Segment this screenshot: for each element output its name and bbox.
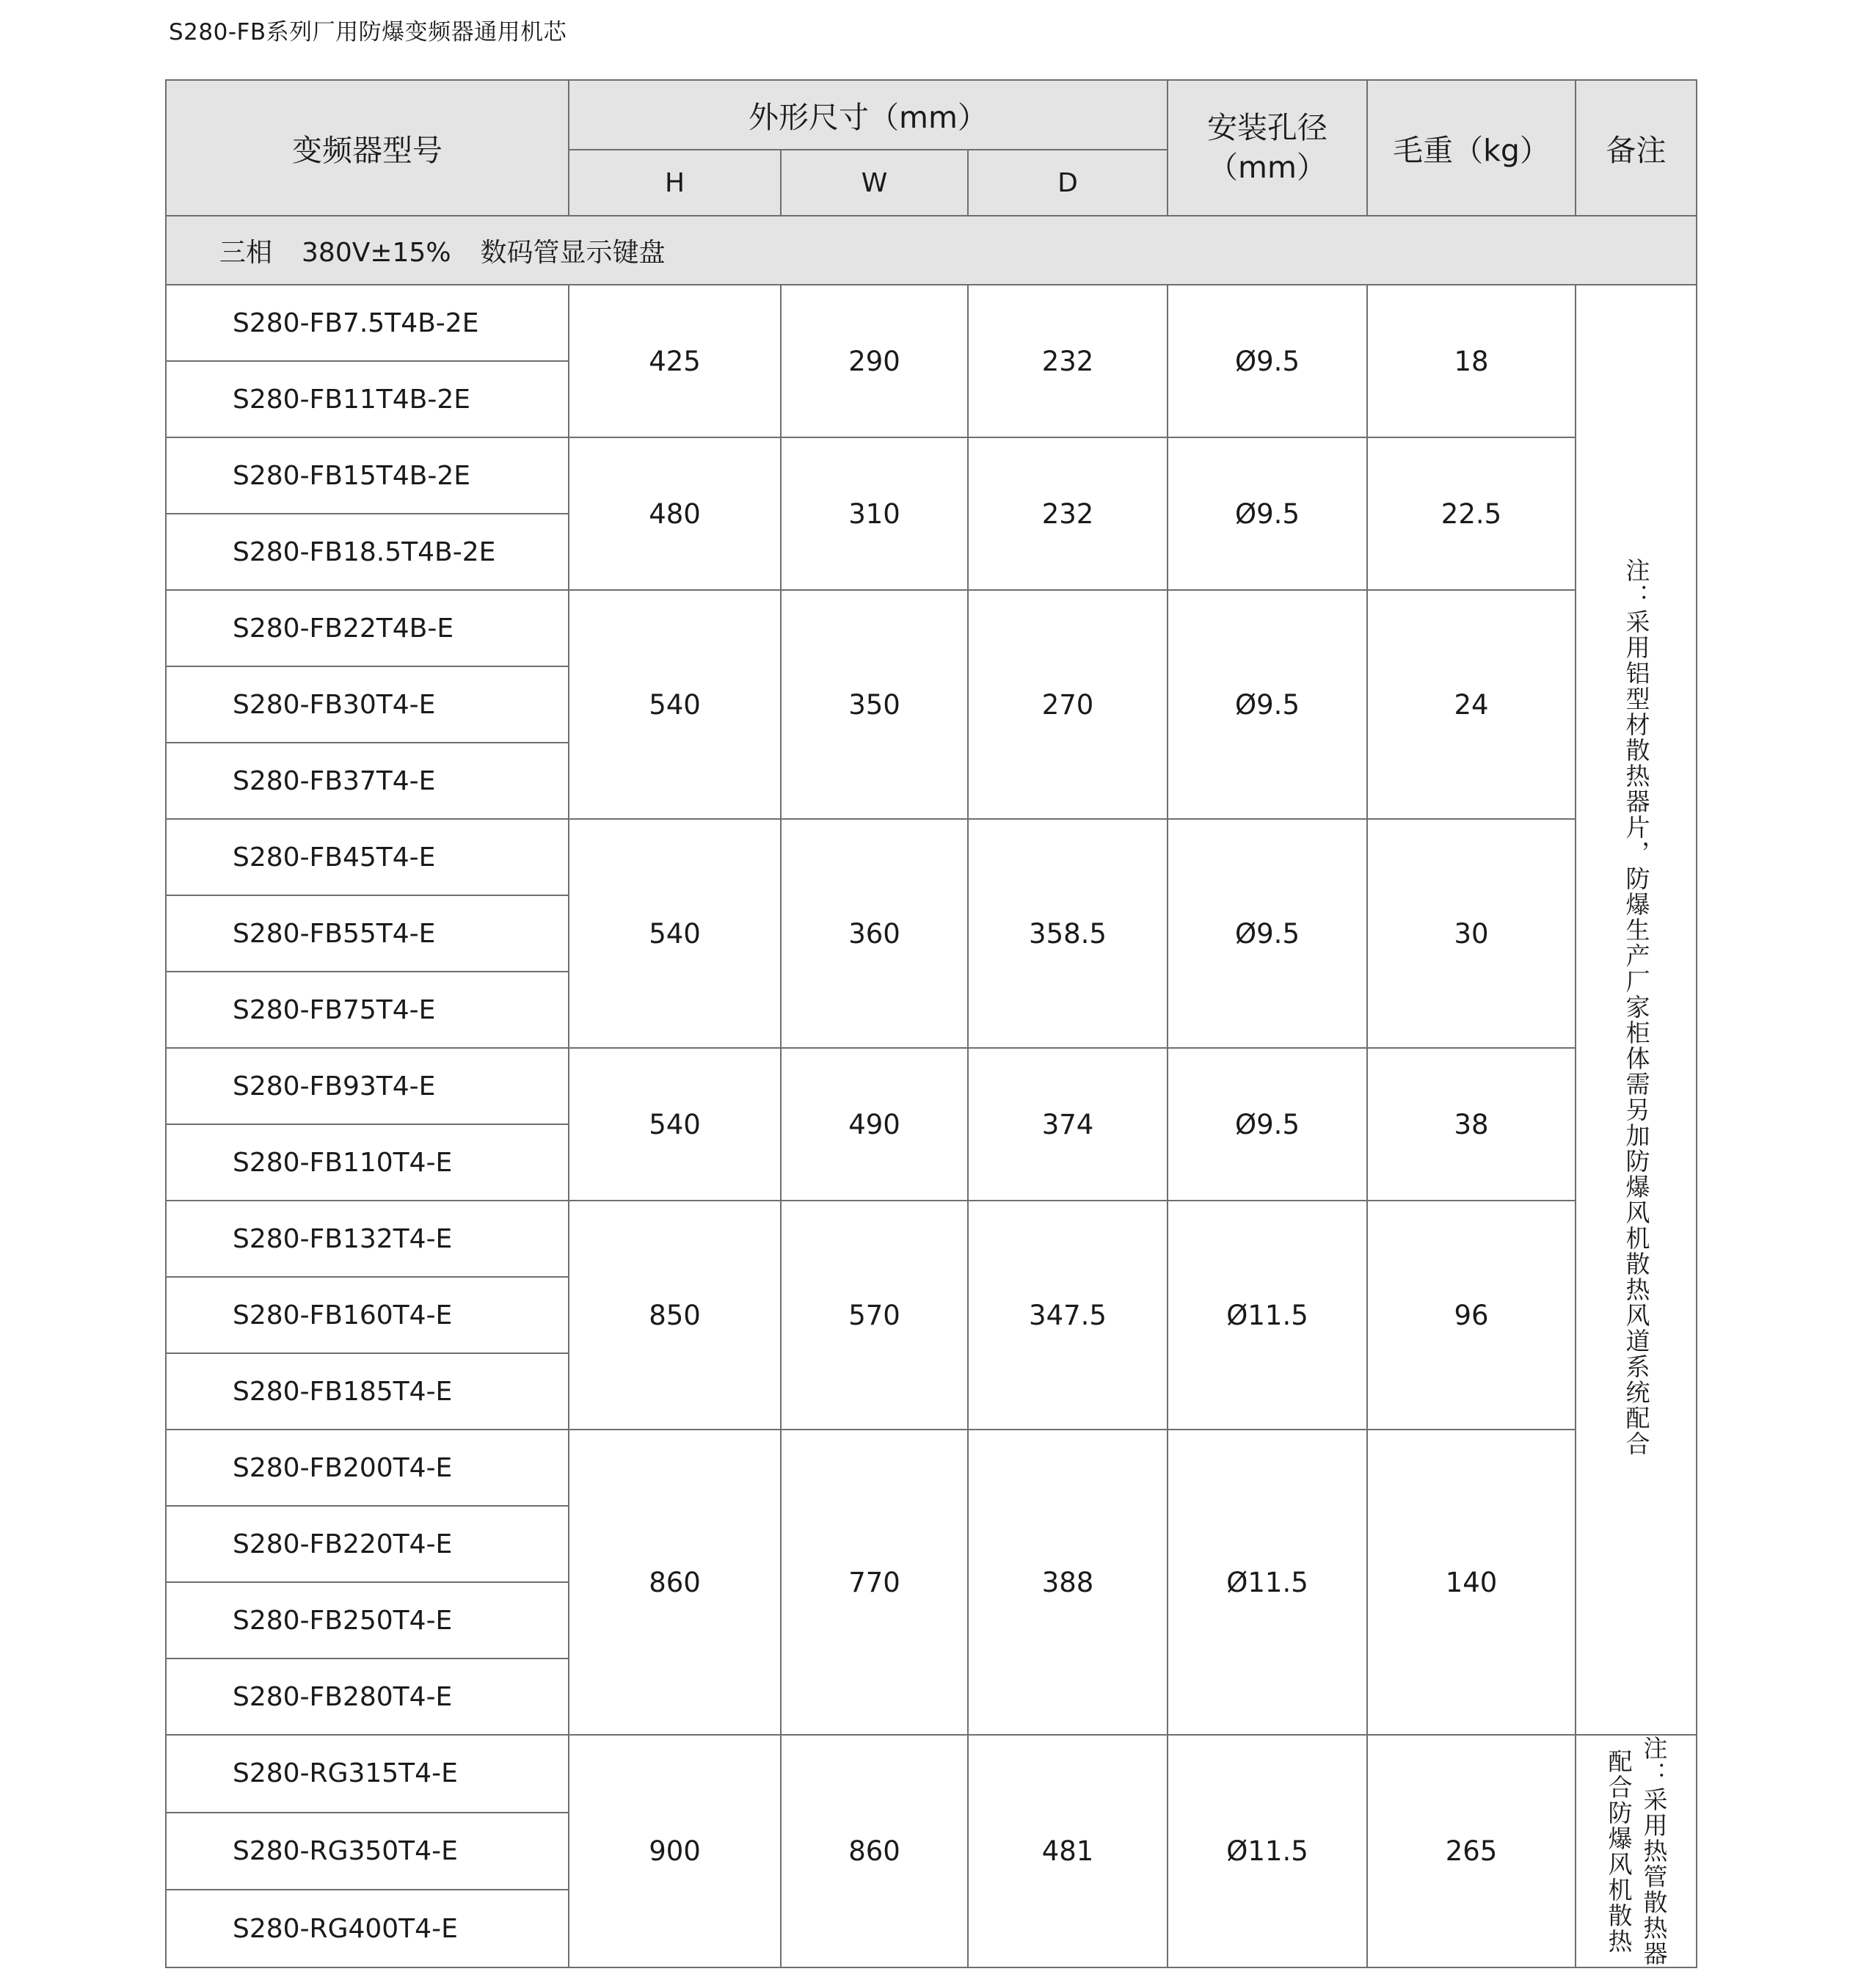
hole-cell: Ø9.5 xyxy=(1168,590,1367,819)
hole-cell: Ø11.5 xyxy=(1168,1735,1367,1967)
remarks-fb-cell xyxy=(1576,285,1697,1735)
remarks-rg-cell xyxy=(1576,1735,1697,1967)
d-cell: 270 xyxy=(968,590,1168,819)
w-cell: 770 xyxy=(781,1430,968,1735)
h-cell: 540 xyxy=(569,1048,781,1201)
d-cell: 232 xyxy=(968,285,1168,437)
d-cell: 347.5 xyxy=(968,1201,1168,1430)
model-cell: S280-FB22T4B-E xyxy=(166,590,569,666)
header-hole-label: 安装孔径（mm） xyxy=(1207,110,1327,185)
hole-cell: Ø9.5 xyxy=(1168,285,1367,437)
section-phase: 三相 xyxy=(219,237,273,268)
w-cell: 350 xyxy=(781,590,968,819)
h-cell: 425 xyxy=(569,285,781,437)
h-cell: 540 xyxy=(569,819,781,1048)
weight-cell: 30 xyxy=(1367,819,1576,1048)
header-dimensions: 外形尺寸（mm） xyxy=(569,80,1168,150)
header-weight: 毛重（kg） xyxy=(1367,80,1576,216)
model-cell: S280-FB220T4-E xyxy=(166,1506,569,1582)
h-cell: 900 xyxy=(569,1735,781,1967)
page-title: S280-FB系列厂用防爆变频器通用机芯 xyxy=(169,19,567,45)
d-cell: 232 xyxy=(968,437,1168,590)
model-cell: S280-RG315T4-E xyxy=(166,1735,569,1813)
model-cell: S280-FB15T4B-2E xyxy=(166,437,569,514)
model-cell: S280-FB250T4-E xyxy=(166,1582,569,1659)
spec-table xyxy=(165,79,1697,1968)
w-cell: 490 xyxy=(781,1048,968,1201)
model-cell: S280-FB37T4-E xyxy=(166,743,569,819)
hole-cell: Ø11.5 xyxy=(1168,1201,1367,1430)
model-cell: S280-RG400T4-E xyxy=(166,1890,569,1967)
header-model: 变频器型号 xyxy=(166,80,569,216)
d-cell: 388 xyxy=(968,1430,1168,1735)
w-cell: 360 xyxy=(781,819,968,1048)
w-cell: 290 xyxy=(781,285,968,437)
remarks-rg-line2: 配合防爆风机散热 xyxy=(1604,1748,1634,1954)
weight-cell: 22.5 xyxy=(1367,437,1576,590)
remarks-fb-text: 注：采用铝型材散热器片，防爆生产厂家柜体需另加防爆风机散热风道系统配合 xyxy=(1622,557,1651,1457)
section-keypad: 数码管显示键盘 xyxy=(480,237,666,268)
remarks-rg xyxy=(1576,1736,1696,1967)
section-row xyxy=(166,216,1697,285)
weight-cell: 140 xyxy=(1367,1430,1576,1735)
hole-cell: Ø9.5 xyxy=(1168,1048,1367,1201)
header-hole xyxy=(1168,80,1367,216)
model-cell: S280-FB200T4-E xyxy=(166,1430,569,1506)
model-cell: S280-FB55T4-E xyxy=(166,895,569,972)
h-cell: 860 xyxy=(569,1430,781,1735)
model-cell: S280-FB45T4-E xyxy=(166,819,569,895)
model-cell: S280-FB280T4-E xyxy=(166,1659,569,1735)
hole-cell: Ø11.5 xyxy=(1168,1430,1367,1735)
w-cell: 860 xyxy=(781,1735,968,1967)
weight-cell: 24 xyxy=(1367,590,1576,819)
weight-cell: 96 xyxy=(1367,1201,1576,1430)
weight-cell: 18 xyxy=(1367,285,1576,437)
model-cell: S280-FB30T4-E xyxy=(166,666,569,743)
header-d: D xyxy=(968,150,1168,216)
header-h: H xyxy=(569,150,781,216)
hole-cell: Ø9.5 xyxy=(1168,819,1367,1048)
weight-cell: 265 xyxy=(1367,1735,1576,1967)
d-cell: 481 xyxy=(968,1735,1168,1967)
w-cell: 310 xyxy=(781,437,968,590)
model-cell: S280-FB132T4-E xyxy=(166,1201,569,1277)
h-cell: 850 xyxy=(569,1201,781,1430)
weight-cell: 38 xyxy=(1367,1048,1576,1201)
d-cell: 374 xyxy=(968,1048,1168,1201)
model-cell: S280-FB11T4B-2E xyxy=(166,361,569,437)
model-cell: S280-FB93T4-E xyxy=(166,1048,569,1124)
model-cell: S280-FB160T4-E xyxy=(166,1277,569,1353)
model-cell: S280-FB110T4-E xyxy=(166,1124,569,1201)
w-cell: 570 xyxy=(781,1201,968,1430)
header-w: W xyxy=(781,150,968,216)
model-cell: S280-FB7.5T4B-2E xyxy=(166,285,569,361)
d-cell: 358.5 xyxy=(968,819,1168,1048)
remarks-rg-line1: 注：采用热管散热器 xyxy=(1639,1736,1669,1967)
model-cell: S280-RG350T4-E xyxy=(166,1813,569,1890)
h-cell: 480 xyxy=(569,437,781,590)
section-voltage: 380V±15% xyxy=(302,237,451,268)
header-remarks: 备注 xyxy=(1576,80,1697,216)
hole-cell: Ø9.5 xyxy=(1168,437,1367,590)
model-cell: S280-FB75T4-E xyxy=(166,972,569,1048)
model-cell: S280-FB185T4-E xyxy=(166,1353,569,1430)
h-cell: 540 xyxy=(569,590,781,819)
model-cell: S280-FB18.5T4B-2E xyxy=(166,514,569,590)
